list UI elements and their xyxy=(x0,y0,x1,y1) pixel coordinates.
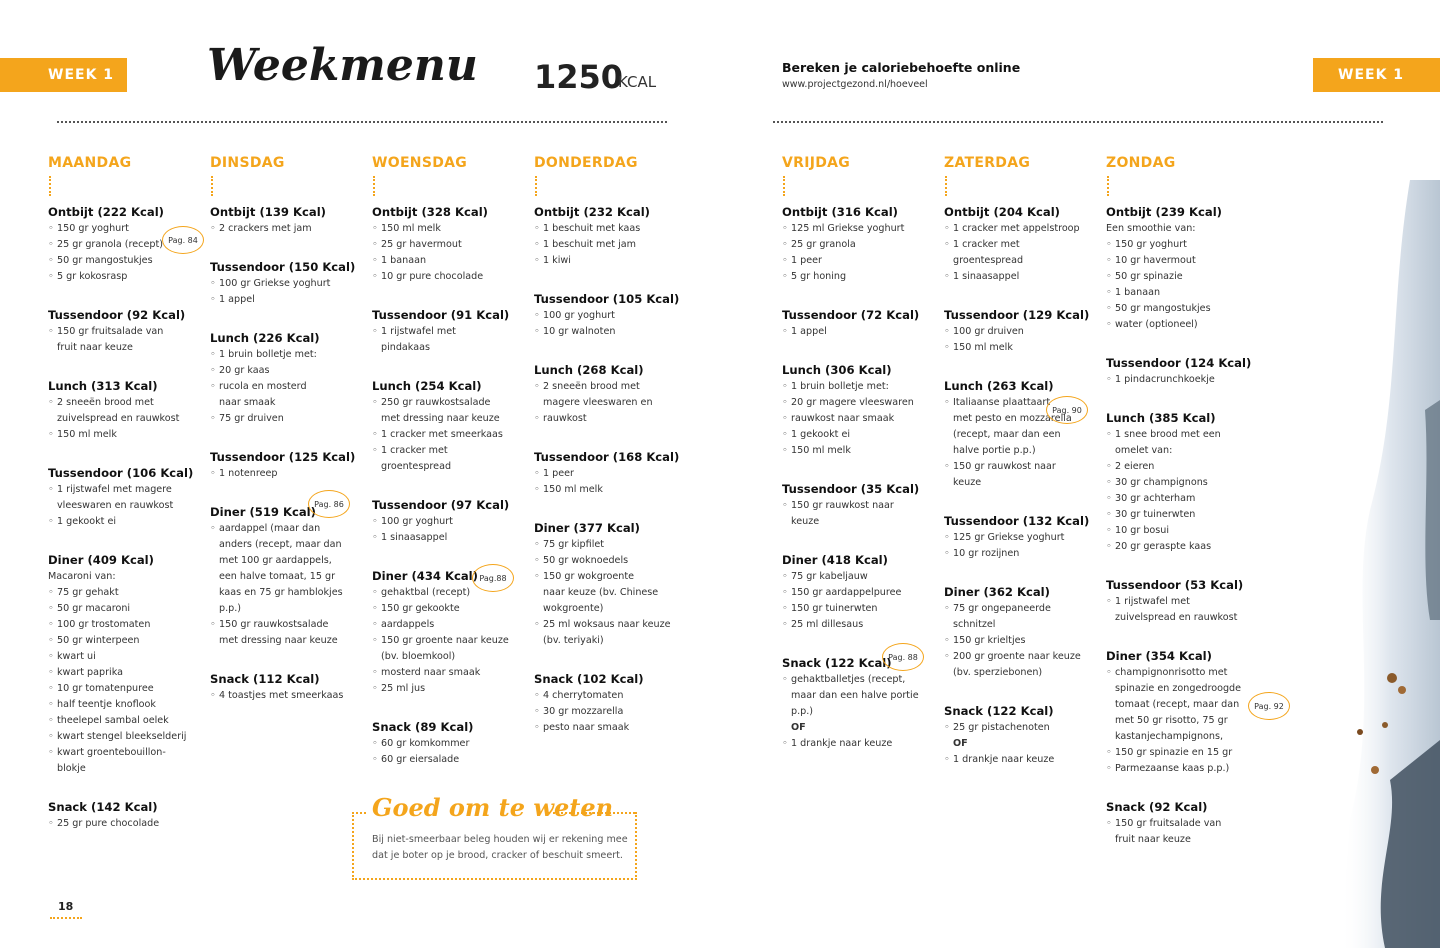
meal-item: ◦ 150 ml melk xyxy=(782,443,938,459)
meal-item: ◦ kwart stengel bleekselderij xyxy=(48,729,204,745)
meal-item: ◦ 150 gr fruitsalade van xyxy=(48,324,204,340)
meal-item: ◦ 100 gr druiven xyxy=(944,324,1100,340)
meal-item: ◦ 50 gr mangostukjes xyxy=(48,253,204,269)
page-number-left: 18 xyxy=(58,900,74,913)
meal-title: Tussendoor (125 Kcal) xyxy=(210,450,356,464)
meal-item: ◦ 150 gr rauwkost naar xyxy=(944,459,1100,475)
meal-item: ◦ 10 gr tomatenpuree xyxy=(48,681,204,697)
meal-item: (recept, maar dan een xyxy=(953,429,1061,440)
meal-item: ◦ 25 gr havermout xyxy=(372,237,528,253)
meal-title: Snack (102 Kcal) xyxy=(534,672,644,686)
meal-item: ◦ 125 ml Griekse yoghurt xyxy=(782,221,938,237)
meal-item: ◦ 1 peer xyxy=(534,466,690,482)
meal-block xyxy=(1106,410,1262,555)
meal-block xyxy=(944,584,1100,681)
meal-title: Tussendoor (72 Kcal) xyxy=(782,308,920,322)
meal-item: ◦ 1 drankje naar keuze xyxy=(944,752,1100,768)
calculator-title: Bereken je caloriebehoefte online xyxy=(782,60,1021,75)
meal-block xyxy=(1106,204,1262,333)
day-heading: DINSDAG xyxy=(210,155,285,171)
meal-item: blokje xyxy=(57,763,86,774)
meal-title: Snack (92 Kcal) xyxy=(1106,800,1208,814)
meal-item: ◦ 1 cracker met appelstroop xyxy=(944,221,1100,237)
meal-item: ◦ 50 gr winterpeen xyxy=(48,633,204,649)
week-label-right: WEEK 1 xyxy=(1313,58,1440,92)
meal-title: Diner (362 Kcal) xyxy=(944,585,1050,599)
meal-item: ◦ 1 snee brood met een xyxy=(1106,427,1262,443)
meal-title: Lunch (306 Kcal) xyxy=(782,363,892,377)
day-column-maandag xyxy=(48,154,204,854)
meal-title: Ontbijt (328 Kcal) xyxy=(372,205,488,219)
meal-item: ◦ 150 gr rauwkost naar xyxy=(782,498,938,514)
meal-item: ◦ 25 gr granola (recept) xyxy=(48,237,204,253)
meal-item: ◦ 2 sneeën brood met xyxy=(48,395,204,411)
meal-block xyxy=(1106,577,1262,626)
meal-block xyxy=(48,465,204,530)
meal-item: ◦ 1 banaan xyxy=(372,253,528,269)
meal-item: een halve tomaat, 15 gr xyxy=(219,571,336,582)
meal-item: ◦ 1 pindacrunchkoekje xyxy=(1106,372,1262,388)
meal-item: ◦ aardappel (maar dan xyxy=(210,521,366,537)
meal-block xyxy=(210,449,366,482)
page-number-left-dots xyxy=(50,917,82,919)
meal-block xyxy=(944,378,1100,491)
meal-block xyxy=(372,719,528,768)
meal-item: ◦ 1 banaan xyxy=(1106,285,1262,301)
meal-item: ◦ 1 bruin bolletje met: xyxy=(210,347,366,363)
meal-item: ◦ 1 notenreep xyxy=(210,466,366,482)
meal-item: kaas en 75 gr hamblokjes xyxy=(219,587,343,598)
meal-item: ◦ 150 gr wokgroente xyxy=(534,569,690,585)
meal-title: Ontbijt (239 Kcal) xyxy=(1106,205,1222,219)
meal-item: schnitzel xyxy=(953,619,996,630)
day-heading-dots xyxy=(783,176,785,196)
meal-item: ◦ kwart paprika xyxy=(48,665,204,681)
day-heading: VRIJDAG xyxy=(782,155,851,171)
meal-item: ◦ 50 gr macaroni xyxy=(48,601,204,617)
meal-item: ◦ 75 gr kabeljauw xyxy=(782,569,938,585)
meal-item: fruit naar keuze xyxy=(57,342,133,353)
meal-item: ◦ 1 kiwi xyxy=(534,253,690,269)
meal-item: ◦ 50 gr spinazie xyxy=(1106,269,1262,285)
meal-block xyxy=(534,291,690,340)
meal-block xyxy=(1106,799,1262,848)
day-heading-dots xyxy=(1107,176,1109,196)
day-heading: WOENSDAG xyxy=(372,155,468,171)
meal-item: groentespread xyxy=(953,255,1024,266)
meal-item: ◦ rauwkost xyxy=(534,411,690,427)
meal-item: ◦ gehaktballetjes (recept, xyxy=(782,672,938,688)
day-heading-dots xyxy=(373,176,375,196)
meal-block xyxy=(944,513,1100,562)
meal-block xyxy=(48,552,204,777)
meal-block xyxy=(782,307,938,340)
meal-block xyxy=(210,204,366,237)
meal-title: Tussendoor (105 Kcal) xyxy=(534,292,680,306)
page-reference-badge[interactable]: Pag. 90 xyxy=(1046,396,1088,424)
meal-item: magere vleeswaren en xyxy=(543,397,653,408)
meal-item: ◦ 1 drankje naar keuze xyxy=(782,736,938,752)
meal-item: ◦ 1 rijstwafel met xyxy=(1106,594,1262,610)
meal-title: Ontbijt (204 Kcal) xyxy=(944,205,1060,219)
meal-title: Tussendoor (150 Kcal) xyxy=(210,260,356,274)
kcal-unit: KCAL xyxy=(618,73,657,91)
meal-item: ◦ 150 gr groente naar keuze xyxy=(372,633,528,649)
meal-item: ◦ 4 cherrytomaten xyxy=(534,688,690,704)
page-reference-badge[interactable]: Pag. 92 xyxy=(1248,692,1290,720)
meal-item: ◦ pesto naar smaak xyxy=(534,720,690,736)
meal-title: Diner (354 Kcal) xyxy=(1106,649,1212,663)
tip-text: Bij niet-smeerbaar beleg houden wij er rekening mee dat je boter op je brood, cracker of beschuit smeert. xyxy=(372,834,628,861)
meal-title: Snack (122 Kcal) xyxy=(782,656,892,670)
meal-title: Lunch (226 Kcal) xyxy=(210,331,320,345)
meal-block xyxy=(210,330,366,427)
meal-item: ◦ 100 gr Griekse yoghurt xyxy=(210,276,366,292)
meal-item: ◦ 75 gr druiven xyxy=(210,411,366,427)
calculator-url[interactable]: www.projectgezond.nl/hoeveel xyxy=(782,79,928,90)
meal-item: ◦ 2 eieren xyxy=(1106,459,1262,475)
meal-item: (bv. teriyaki) xyxy=(543,635,604,646)
meal-block xyxy=(782,362,938,459)
meal-block xyxy=(48,204,204,285)
meal-item: ◦ half teentje knoflook xyxy=(48,697,204,713)
meal-item: ◦ 1 beschuit met kaas xyxy=(534,221,690,237)
page-reference-badge[interactable]: Pag. 84 xyxy=(162,226,204,254)
day-column-dinsdag xyxy=(210,154,366,726)
day-heading-dots xyxy=(535,176,537,196)
meal-item: ◦ Parmezaanse kaas p.p.) xyxy=(1106,761,1262,777)
meal-title: Tussendoor (132 Kcal) xyxy=(944,514,1090,528)
meal-item: ◦ 150 gr krieltjes xyxy=(944,633,1100,649)
meal-block xyxy=(48,307,204,356)
meal-item: ◦ 150 gr aardappelpuree xyxy=(782,585,938,601)
meal-title: Ontbijt (139 Kcal) xyxy=(210,205,326,219)
meal-item: ◦ 150 ml melk xyxy=(534,482,690,498)
meal-item: ◦ 1 cracker met xyxy=(372,443,528,459)
day-column-vrijdag xyxy=(782,154,938,774)
meal-block xyxy=(782,552,938,633)
meal-title: Lunch (385 Kcal) xyxy=(1106,411,1216,425)
meal-item: keuze xyxy=(791,516,820,527)
meal-item: spinazie en zongedroogde xyxy=(1115,683,1242,694)
page-reference-badge[interactable]: Pag. 86 xyxy=(308,490,350,518)
meal-title: Tussendoor (124 Kcal) xyxy=(1106,356,1252,370)
meal-title: Tussendoor (97 Kcal) xyxy=(372,498,510,512)
meal-title: Ontbijt (232 Kcal) xyxy=(534,205,650,219)
meal-item: (bv. bloemkool) xyxy=(381,651,456,662)
meal-title: Diner (434 Kcal) xyxy=(372,569,478,583)
meal-block xyxy=(1106,355,1262,388)
meal-item: Macaroni van: xyxy=(48,571,116,582)
meal-item: ◦ aardappels xyxy=(372,617,528,633)
meal-item: ◦ 150 gr spinazie en 15 gr xyxy=(1106,745,1262,761)
meal-item: keuze xyxy=(953,477,982,488)
meal-item: ◦ 250 gr rauwkostsalade xyxy=(372,395,528,411)
day-heading-dots xyxy=(49,176,51,196)
meal-item: ◦ 10 gr bosui xyxy=(1106,523,1262,539)
meal-item: ◦ 100 gr yoghurt xyxy=(372,514,528,530)
day-heading: ZONDAG xyxy=(1106,155,1176,171)
meal-title: Lunch (254 Kcal) xyxy=(372,379,482,393)
meal-item: ◦ 30 gr champignons xyxy=(1106,475,1262,491)
food-photo-edge xyxy=(1330,180,1440,948)
meal-item: ◦ 60 gr komkommer xyxy=(372,736,528,752)
meal-item: met 50 gr risotto, 75 gr xyxy=(1115,715,1228,726)
divider-left xyxy=(57,121,667,123)
meal-item: ◦ 30 gr achterham xyxy=(1106,491,1262,507)
meal-title: Tussendoor (35 Kcal) xyxy=(782,482,920,496)
meal-item: met pesto en mozzarella xyxy=(953,413,1072,424)
meal-item: ◦ 150 gr yoghurt xyxy=(1106,237,1262,253)
meal-item: ◦ 20 gr magere vleeswaren xyxy=(782,395,938,411)
meal-item: ◦ 2 sneeën brood met xyxy=(534,379,690,395)
meal-item: halve portie p.p.) xyxy=(953,445,1036,456)
meal-title: Tussendoor (92 Kcal) xyxy=(48,308,186,322)
meal-title: Diner (418 Kcal) xyxy=(782,553,888,567)
meal-item: ◦ gehaktbal (recept) xyxy=(372,585,528,601)
meal-item: Een smoothie van: xyxy=(1106,223,1196,234)
meal-block xyxy=(534,671,690,736)
meal-item: ◦ kwart ui xyxy=(48,649,204,665)
meal-item: ◦ 100 gr trostomaten xyxy=(48,617,204,633)
meal-item: ◦ rauwkost naar smaak xyxy=(782,411,938,427)
meal-title: Snack (142 Kcal) xyxy=(48,800,158,814)
day-heading-dots xyxy=(945,176,947,196)
meal-item: ◦ 1 rijstwafel met xyxy=(372,324,528,340)
meal-item: OF xyxy=(791,722,806,733)
meal-block xyxy=(944,204,1100,285)
meal-item: met dressing naar keuze xyxy=(381,413,500,424)
page-title: Weekmenu xyxy=(207,40,478,91)
meal-title: Snack (89 Kcal) xyxy=(372,720,474,734)
meal-item: ◦ 1 sinaasappel xyxy=(372,530,528,546)
meal-item: ◦ 25 ml dillesaus xyxy=(782,617,938,633)
meal-item: ◦ 10 gr havermout xyxy=(1106,253,1262,269)
meal-title: Snack (122 Kcal) xyxy=(944,704,1054,718)
meal-item: ◦ 200 gr groente naar keuze xyxy=(944,649,1100,665)
meal-item: ◦ 1 cracker met xyxy=(944,237,1100,253)
meal-title: Tussendoor (53 Kcal) xyxy=(1106,578,1244,592)
meal-item: met 100 gr aardappels, xyxy=(219,555,332,566)
meal-item: ◦ theelepel sambal oelek xyxy=(48,713,204,729)
meal-item: vleeswaren en rauwkost xyxy=(57,500,174,511)
meal-item: ◦ 50 gr woknoedels xyxy=(534,553,690,569)
meal-item: naar smaak xyxy=(219,397,276,408)
tip-box-top-left xyxy=(352,812,366,814)
meal-item: ◦ 75 gr kipfilet xyxy=(534,537,690,553)
meal-block xyxy=(782,652,938,752)
meal-block xyxy=(210,259,366,308)
meal-item: naar keuze (bv. Chinese xyxy=(543,587,659,598)
meal-item: ◦ kwart groentebouillon- xyxy=(48,745,204,761)
meal-title: Diner (377 Kcal) xyxy=(534,521,640,535)
meal-item: ◦ 150 gr tuinerwten xyxy=(782,601,938,617)
meal-item: ◦ 100 gr yoghurt xyxy=(534,308,690,324)
meal-item: OF xyxy=(953,738,968,749)
meal-block xyxy=(534,204,690,269)
meal-title: Ontbijt (222 Kcal) xyxy=(48,205,164,219)
day-heading: DONDERDAG xyxy=(534,155,638,171)
meal-title: Snack (112 Kcal) xyxy=(210,672,320,686)
meal-item: kastanjechampignons, xyxy=(1115,731,1224,742)
day-column-zaterdag xyxy=(944,154,1100,790)
meal-item: ◦ Italiaanse plaattaart xyxy=(944,395,1100,411)
meal-item: ◦ 50 gr mangostukjes xyxy=(1106,301,1262,317)
meal-item: ◦ 1 gekookt ei xyxy=(782,427,938,443)
divider-right xyxy=(773,121,1383,123)
meal-item: zuivelspread en rauwkost xyxy=(57,413,180,424)
meal-title: Tussendoor (91 Kcal) xyxy=(372,308,510,322)
meal-item: ◦ 1 rijstwafel met magere xyxy=(48,482,204,498)
meal-item: ◦ 10 gr rozijnen xyxy=(944,546,1100,562)
meal-item: ◦ 150 ml melk xyxy=(372,221,528,237)
meal-item: met dressing naar keuze xyxy=(219,635,338,646)
meal-title: Ontbijt (316 Kcal) xyxy=(782,205,898,219)
meal-item: ◦ champignonrisotto met xyxy=(1106,665,1262,681)
meal-block xyxy=(210,671,366,704)
meal-block xyxy=(534,449,690,498)
meal-item: ◦ 30 gr mozzarella xyxy=(534,704,690,720)
meal-block xyxy=(534,520,690,649)
meal-item: ◦ 20 gr geraspte kaas xyxy=(1106,539,1262,555)
meal-item: ◦ 30 gr tuinerwten xyxy=(1106,507,1262,523)
day-column-zondag xyxy=(1106,154,1284,870)
meal-item: ◦ 1 bruin bolletje met: xyxy=(782,379,938,395)
tip-title: Goed om te weten xyxy=(372,793,614,822)
kcal-value: 1250 xyxy=(534,58,624,96)
meal-item: maar dan een halve portie xyxy=(791,690,919,701)
meal-item: (bv. sperziebonen) xyxy=(953,667,1043,678)
day-heading: ZATERDAG xyxy=(944,155,1031,171)
meal-item: ◦ 10 gr pure chocolade xyxy=(372,269,528,285)
meal-item: ◦ 10 gr walnoten xyxy=(534,324,690,340)
meal-block xyxy=(1106,648,1284,777)
calculator-info xyxy=(782,60,1020,90)
meal-item: ◦ 25 gr granola xyxy=(782,237,938,253)
meal-item: anders (recept, maar dan xyxy=(219,539,342,550)
meal-item: fruit naar keuze xyxy=(1115,834,1191,845)
meal-block xyxy=(782,204,938,285)
meal-item: ◦ 25 ml woksaus naar keuze xyxy=(534,617,690,633)
meal-item: ◦ 125 gr Griekse yoghurt xyxy=(944,530,1100,546)
meal-item: pindakaas xyxy=(381,342,430,353)
meal-item: ◦ 1 sinaasappel xyxy=(944,269,1100,285)
meal-item: wokgroente) xyxy=(543,603,604,614)
meal-item: ◦ water (optioneel) xyxy=(1106,317,1262,333)
meal-item: p.p.) xyxy=(219,603,242,614)
week-label-left: WEEK 1 xyxy=(0,58,127,92)
meal-block xyxy=(782,481,938,530)
meal-item: ◦ 25 gr pistachenoten xyxy=(944,720,1100,736)
meal-item: ◦ 150 ml melk xyxy=(944,340,1100,356)
meal-item: ◦ 1 peer xyxy=(782,253,938,269)
day-heading-dots xyxy=(211,176,213,196)
meal-item: zuivelspread en rauwkost xyxy=(1115,612,1238,623)
meal-title: Tussendoor (106 Kcal) xyxy=(48,466,194,480)
meal-block xyxy=(372,378,528,475)
meal-block xyxy=(372,568,528,697)
page-reference-badge[interactable]: Pag.88 xyxy=(472,564,514,592)
meal-item: ◦ rucola en mosterd xyxy=(210,379,366,395)
meal-item: p.p.) xyxy=(791,706,814,717)
day-heading: MAANDAG xyxy=(48,155,132,171)
meal-block xyxy=(48,799,204,832)
meal-item: ◦ 150 gr gekookte xyxy=(372,601,528,617)
meal-title: Lunch (313 Kcal) xyxy=(48,379,158,393)
meal-block xyxy=(372,204,528,285)
meal-block xyxy=(944,307,1100,356)
meal-item: ◦ mosterd naar smaak xyxy=(372,665,528,681)
meal-item: ◦ 150 gr yoghurt xyxy=(48,221,204,237)
meal-title: Diner (519 Kcal) xyxy=(210,505,316,519)
meal-item: omelet van: xyxy=(1115,445,1173,456)
page-reference-badge[interactable]: Pag. 88 xyxy=(882,643,924,671)
meal-item: ◦ 75 gr gehakt xyxy=(48,585,204,601)
meal-item: ◦ 150 gr rauwkostsalade xyxy=(210,617,366,633)
meal-block xyxy=(48,378,204,443)
meal-item: ◦ 4 toastjes met smeerkaas xyxy=(210,688,366,704)
meal-item: ◦ 1 gekookt ei xyxy=(48,514,204,530)
meal-block xyxy=(372,497,528,546)
meal-title: Tussendoor (129 Kcal) xyxy=(944,308,1090,322)
day-column-donderdag xyxy=(534,154,690,758)
meal-item: ◦ 20 gr kaas xyxy=(210,363,366,379)
meal-title: Lunch (263 Kcal) xyxy=(944,379,1054,393)
meal-item: ◦ 5 gr kokosrasp xyxy=(48,269,204,285)
meal-item: ◦ 75 gr ongepaneerde xyxy=(944,601,1100,617)
meal-item: ◦ 5 gr honing xyxy=(782,269,938,285)
meal-block xyxy=(944,703,1100,768)
meal-title: Diner (409 Kcal) xyxy=(48,553,154,567)
meal-item: ◦ 1 beschuit met jam xyxy=(534,237,690,253)
day-column-woensdag xyxy=(372,154,528,790)
meal-title: Tussendoor (168 Kcal) xyxy=(534,450,680,464)
meal-item: ◦ 2 crackers met jam xyxy=(210,221,366,237)
meal-block xyxy=(534,362,690,427)
meal-block xyxy=(372,307,528,356)
meal-item: ◦ 1 appel xyxy=(782,324,938,340)
meal-item: ◦ 1 appel xyxy=(210,292,366,308)
meal-item: ◦ 25 ml jus xyxy=(372,681,528,697)
meal-item: groentespread xyxy=(381,461,452,472)
meal-item: tomaat (recept, maar dan xyxy=(1115,699,1240,710)
meal-item: ◦ 25 gr pure chocolade xyxy=(48,816,204,832)
meal-item: ◦ 60 gr eiersalade xyxy=(372,752,528,768)
meal-item: ◦ 150 gr fruitsalade van xyxy=(1106,816,1262,832)
meal-title: Lunch (268 Kcal) xyxy=(534,363,644,377)
meal-item: ◦ 150 ml melk xyxy=(48,427,204,443)
meal-item: ◦ 1 cracker met smeerkaas xyxy=(372,427,528,443)
meal-block xyxy=(210,499,366,649)
